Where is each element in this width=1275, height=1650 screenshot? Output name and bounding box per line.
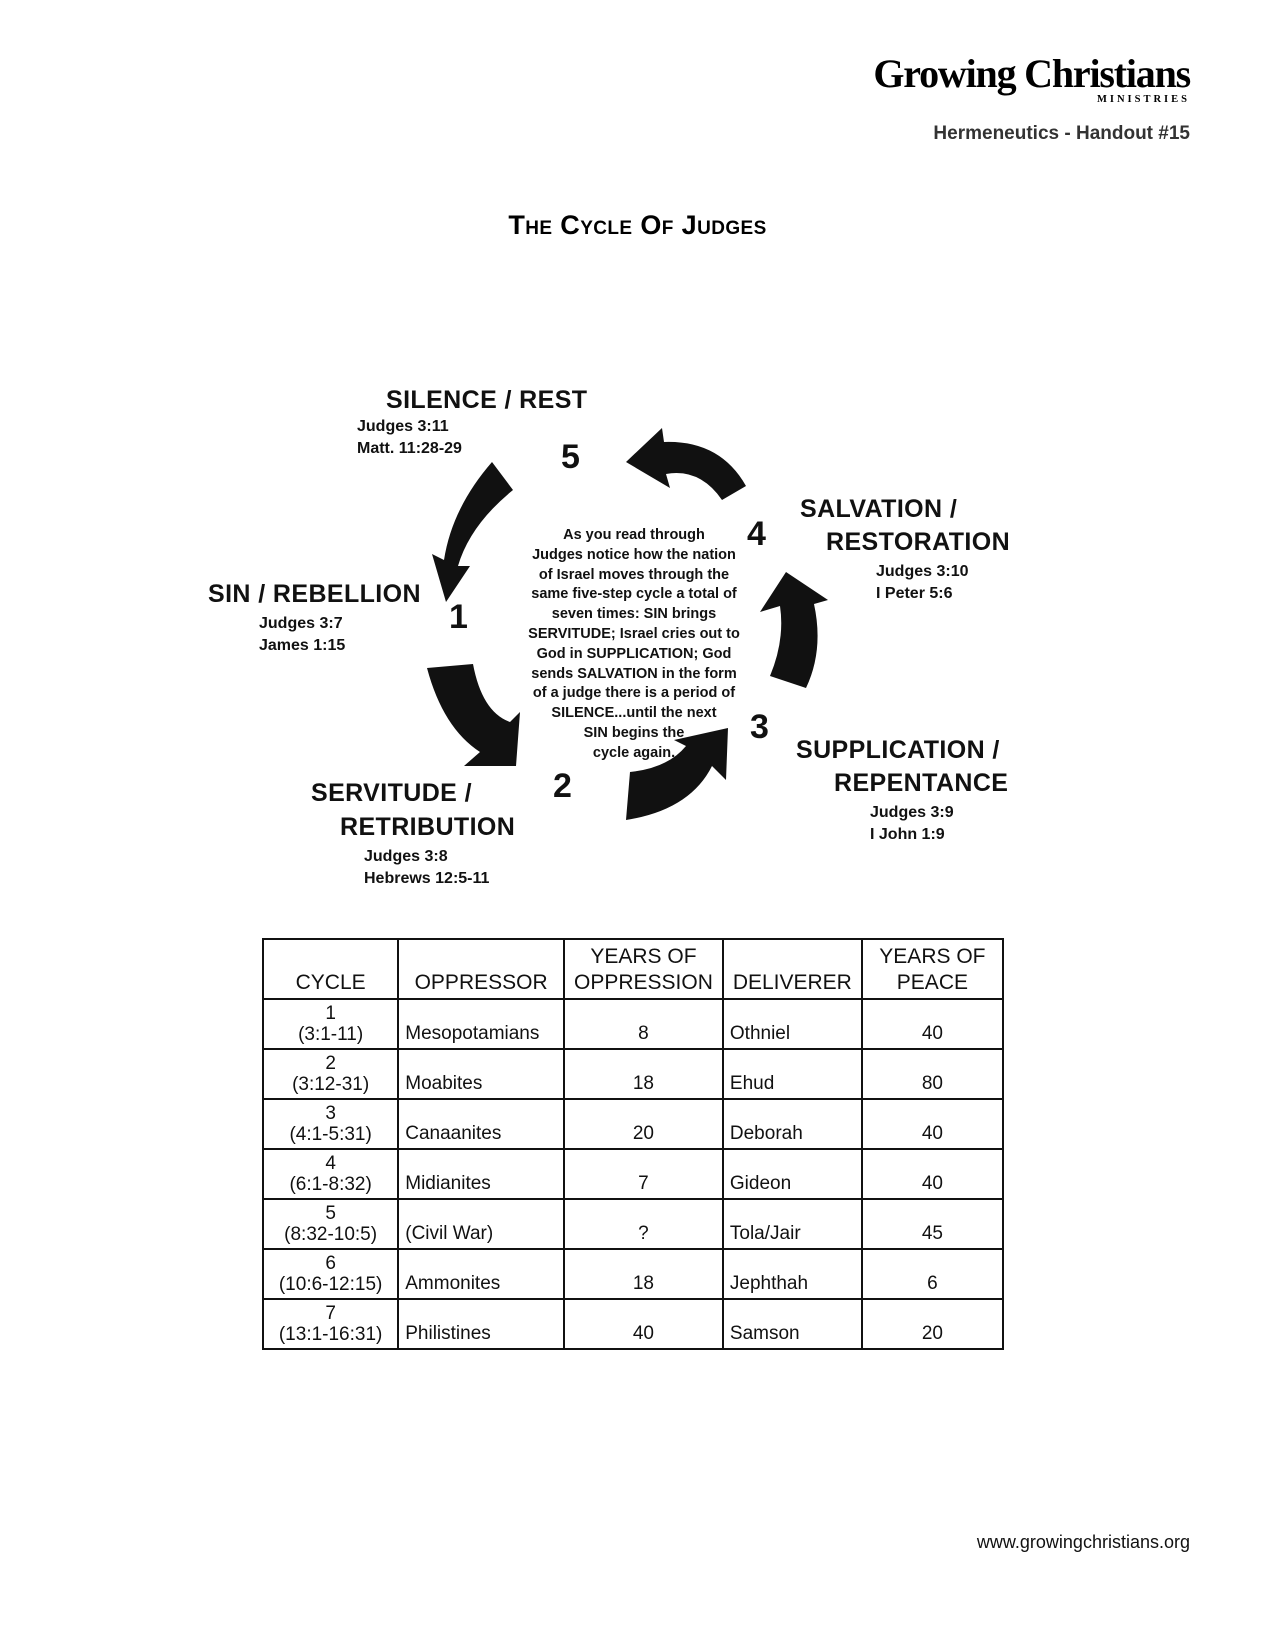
stage-3-number: 3 (750, 708, 769, 746)
stage-4-ref-1: Judges 3:10 (876, 563, 969, 580)
table-row (263, 999, 1003, 1049)
cell-years-oppression: 20 (564, 1099, 723, 1149)
stage-1-number: 1 (449, 598, 468, 636)
page-title: The Cycle Of Judges (508, 210, 767, 240)
explanation-line: SERVITUDE; Israel cries out to (528, 625, 740, 642)
cell-cycle: 1 (3:1-11) (263, 999, 398, 1049)
stage-4-title-line-1: SALVATION / (800, 495, 958, 523)
arrow-supplication-to-salvation (760, 572, 828, 688)
explanation-line: SIN begins the (583, 724, 685, 741)
cell-oppressor: Midianites (398, 1149, 564, 1199)
stage-1-ref-1: Judges 3:7 (259, 615, 343, 632)
table-row (263, 1099, 1003, 1149)
arrow-rest-to-sin (432, 462, 513, 602)
cell-cycle: 5 (8:32-10:5) (263, 1199, 398, 1249)
stage-4-number: 4 (747, 515, 766, 553)
cell-years-peace: 80 (862, 1049, 1003, 1099)
cell-oppressor: (Civil War) (398, 1199, 564, 1249)
stage-3-ref-2: I John 1:9 (870, 826, 945, 843)
stage-1-ref-2: James 1:15 (259, 637, 346, 654)
stage-2-title-line-2: RETRIBUTION (340, 813, 516, 841)
stage-2-ref-1: Judges 3:8 (364, 848, 448, 865)
stage-5-number: 5 (561, 438, 580, 476)
stage-2-title-line-1: SERVITUDE / (311, 779, 472, 807)
table-row (263, 1299, 1003, 1349)
stage-4-title-line-2: RESTORATION (826, 528, 1011, 556)
header-years-oppression: YEARS OF OPPRESSION (564, 939, 723, 999)
cell-cycle: 7 (13:1-16:31) (263, 1299, 398, 1349)
cell-deliverer: Gideon (723, 1149, 862, 1199)
cell-oppressor: Philistines (398, 1299, 564, 1349)
explanation-line: As you read through (563, 527, 705, 543)
cell-years-peace: 40 (862, 1149, 1003, 1199)
cell-oppressor: Moabites (398, 1049, 564, 1099)
cell-years-oppression: 40 (564, 1299, 723, 1349)
header-cycle: CYCLE (263, 939, 398, 999)
logo-wordmark: Growing Christians (873, 51, 1190, 96)
cell-years-oppression: ? (564, 1199, 723, 1249)
cell-cycle: 2 (3:12-31) (263, 1049, 398, 1099)
header-oppressor: OPPRESSOR (398, 939, 564, 999)
cell-oppressor: Canaanites (398, 1099, 564, 1149)
cell-oppressor: Mesopotamians (398, 999, 564, 1049)
cell-deliverer: Tola/Jair (723, 1199, 862, 1249)
explanation-line: cycle again. (592, 744, 676, 761)
explanation-line: Judges notice how the nation (532, 546, 736, 563)
explanation-line: same five-step cycle a total of (531, 586, 737, 603)
stage-5-ref-2: Matt. 11:28-29 (357, 440, 462, 457)
header-deliverer: DELIVERER (723, 939, 862, 999)
stage-3-title-line-1: SUPPLICATION / (796, 736, 1000, 764)
explanation-line: seven times: SIN brings (551, 606, 717, 623)
logo-subtitle: MINISTRIES (1096, 94, 1190, 105)
arrow-salvation-to-rest (626, 428, 746, 500)
explanation-line: of Israel moves through the (538, 566, 730, 583)
explanation-line: sends SALVATION in the form (531, 665, 737, 682)
cell-years-peace: 20 (862, 1299, 1003, 1349)
stage-3-title-line-2: REPENTANCE (834, 769, 1009, 797)
cell-deliverer: Othniel (723, 999, 862, 1049)
table-row (263, 1249, 1003, 1299)
table-row (263, 1049, 1003, 1099)
cell-cycle: 3 (4:1-5:31) (263, 1099, 398, 1149)
footer-website[interactable]: www.growingchristians.org (976, 1532, 1190, 1552)
stage-5-ref-1: Judges 3:11 (357, 418, 449, 435)
stage-2-ref-2: Hebrews 12:5-11 (364, 870, 490, 887)
stage-5-title: SILENCE / REST (386, 386, 588, 414)
judges-cycle-table (262, 938, 1004, 1350)
handout-label: Hermeneutics - Handout #15 (933, 123, 1190, 144)
cell-years-peace: 45 (862, 1199, 1003, 1249)
cell-deliverer: Samson (723, 1299, 862, 1349)
stage-2-number: 2 (553, 767, 572, 805)
cell-deliverer: Deborah (723, 1099, 862, 1149)
cell-years-peace: 40 (862, 1099, 1003, 1149)
cell-years-oppression: 18 (564, 1049, 723, 1099)
explanation-line: God in SUPPLICATION; God (536, 645, 732, 662)
cell-years-oppression: 8 (564, 999, 723, 1049)
cell-deliverer: Ehud (723, 1049, 862, 1099)
stage-3-ref-1: Judges 3:9 (870, 804, 954, 821)
cell-years-peace: 40 (862, 999, 1003, 1049)
explanation-line: of a judge there is a period of (532, 685, 736, 702)
cell-cycle: 6 (10:6-12:15) (263, 1249, 398, 1299)
cell-years-oppression: 18 (564, 1249, 723, 1299)
cell-deliverer: Jephthah (723, 1249, 862, 1299)
header-years-peace: YEARS OF PEACE (862, 939, 1003, 999)
table-row (263, 1149, 1003, 1199)
cell-oppressor: Ammonites (398, 1249, 564, 1299)
cell-years-oppression: 7 (564, 1149, 723, 1199)
cycle-explanation (503, 526, 765, 764)
stage-1-title: SIN / REBELLION (208, 580, 421, 608)
table-header-row (263, 939, 1003, 999)
stage-4-ref-2: I Peter 5:6 (876, 585, 953, 602)
cell-cycle: 4 (6:1-8:32) (263, 1149, 398, 1199)
explanation-line: SILENCE...until the next (551, 705, 717, 722)
cell-years-peace: 6 (862, 1249, 1003, 1299)
table-row (263, 1199, 1003, 1249)
